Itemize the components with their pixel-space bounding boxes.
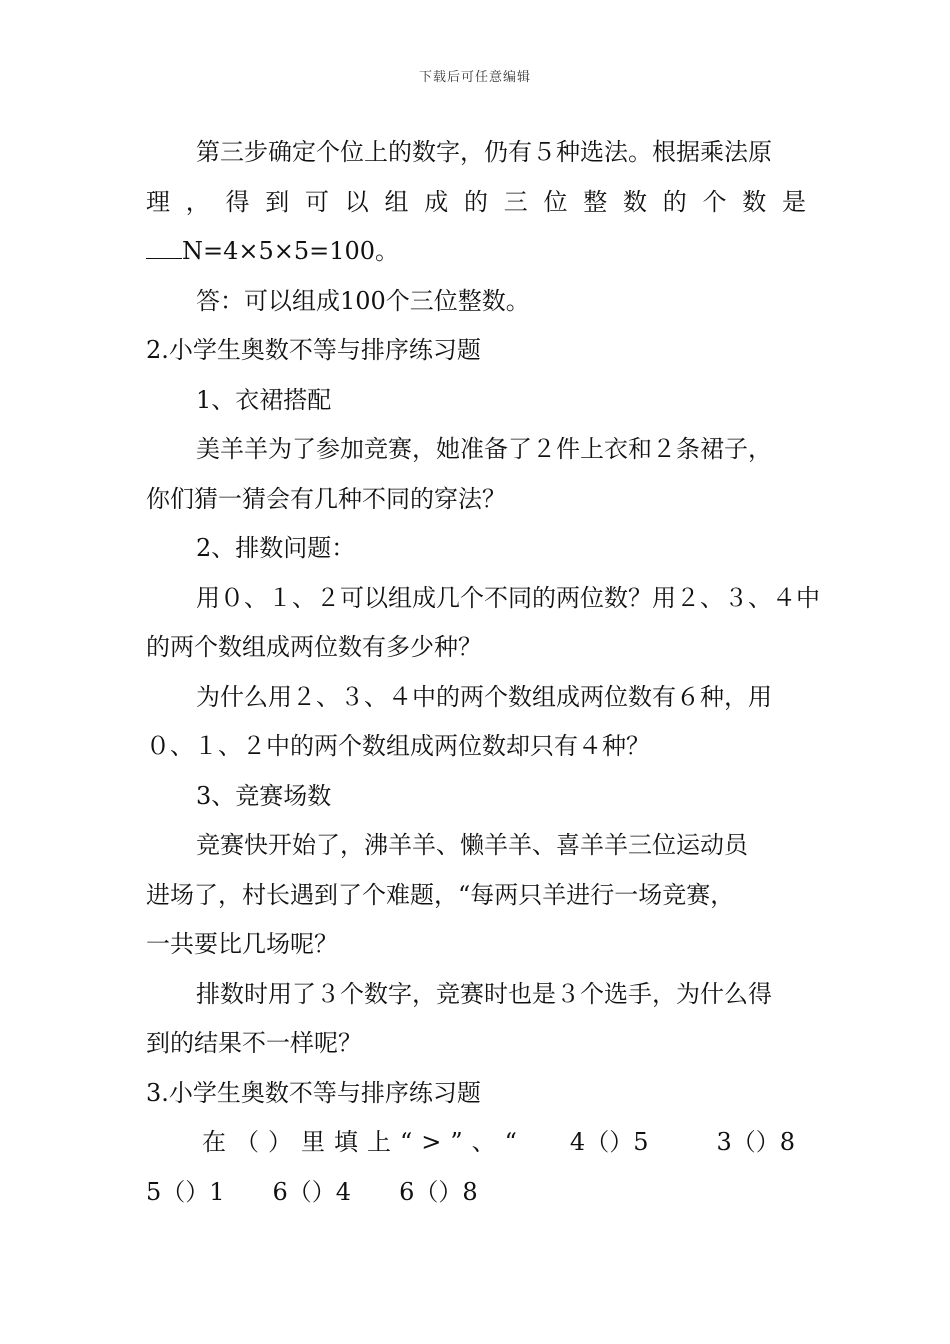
justified-char: 数 <box>742 187 767 216</box>
question-1-line2: 你们猜一猜会有几种不同的穿法？ <box>146 484 506 513</box>
justified-char: 的 <box>662 187 687 216</box>
document-body <box>146 128 820 1217</box>
justified-char: 个 <box>702 187 727 216</box>
paragraph-step3-line2 <box>146 178 806 228</box>
fill-in-line1 <box>146 1118 806 1168</box>
question-2-line1: 用０、１、２可以组成几个不同的两位数？用２、３、４中 <box>196 583 820 612</box>
justified-char: 到 <box>265 187 290 216</box>
question-3-line2: 进场了，村长遇到了个难题，“每两只羊进行一场竞赛， <box>146 880 735 909</box>
question-2-line2: 的两个数组成两位数有多少种？ <box>146 633 482 661</box>
justified-char: 数 <box>623 187 647 216</box>
section-2-title: 2.小学生奥数不等与排序练习题 <box>146 336 481 364</box>
justified-char: 三 <box>503 187 528 216</box>
justified-char: 以 <box>344 187 369 216</box>
justified-char: 组 <box>384 187 409 216</box>
question-2-title: 2、排数问题： <box>196 534 356 562</box>
justified-char: ， <box>185 187 210 216</box>
justified-char: 是 <box>782 187 806 216</box>
question-3b-line2: 到的结果不一样呢？ <box>146 1029 362 1057</box>
paragraph-step3-line1: 第三步确定个位上的数字，仍有５种选法。根据乘法原 <box>196 138 772 166</box>
justified-char: 理 <box>146 187 170 216</box>
justified-char: 位 <box>543 187 568 216</box>
question-2b-line1: 为什么用２、３、４中的两个数组成两位数有６种，用 <box>196 682 772 711</box>
question-1-line1: 美羊羊为了参加竞赛，她准备了２件上衣和２条裙子， <box>196 435 772 463</box>
justified-char: 整 <box>583 187 608 216</box>
section-3-title: 3.小学生奥数不等与排序练习题 <box>146 1078 481 1107</box>
justified-char: 可 <box>305 187 329 216</box>
fill-in-item-2: 3（）8 <box>716 1128 796 1156</box>
justified-char: 成 <box>424 187 449 216</box>
justified-char: 的 <box>464 187 488 216</box>
paragraph-step3-line3 <box>146 227 806 277</box>
question-1-title: 1、衣裙搭配 <box>196 385 332 414</box>
fill-in-item-1: 4（）5 <box>569 1128 649 1156</box>
justified-char: 得 <box>225 187 250 216</box>
page-header: 下载后可任意编辑 <box>418 70 531 85</box>
answer-line: 答：可以组成100个三位整数。 <box>196 286 530 315</box>
fill-in-line2: 5（）1 6（）4 6（）8 <box>146 1177 478 1206</box>
question-2b-line2: ０、１、２中的两个数组成两位数却只有４种？ <box>146 732 650 760</box>
question-3-line3: 一共要比几场呢？ <box>146 930 338 958</box>
question-3-title: 3、竞赛场数 <box>196 781 332 810</box>
fill-in-prompt: 在（）里填上“>”、“ <box>202 1128 526 1156</box>
question-3b-line1: 排数时用了３个数字，竞赛时也是３个选手，为什么得 <box>196 979 772 1008</box>
question-3-line1: 竞赛快开始了，沸羊羊、懒羊羊、喜羊羊三位运动员 <box>196 831 748 859</box>
formula-text: N=4×5×5=100。 <box>182 237 400 265</box>
answer-blank <box>146 228 182 259</box>
